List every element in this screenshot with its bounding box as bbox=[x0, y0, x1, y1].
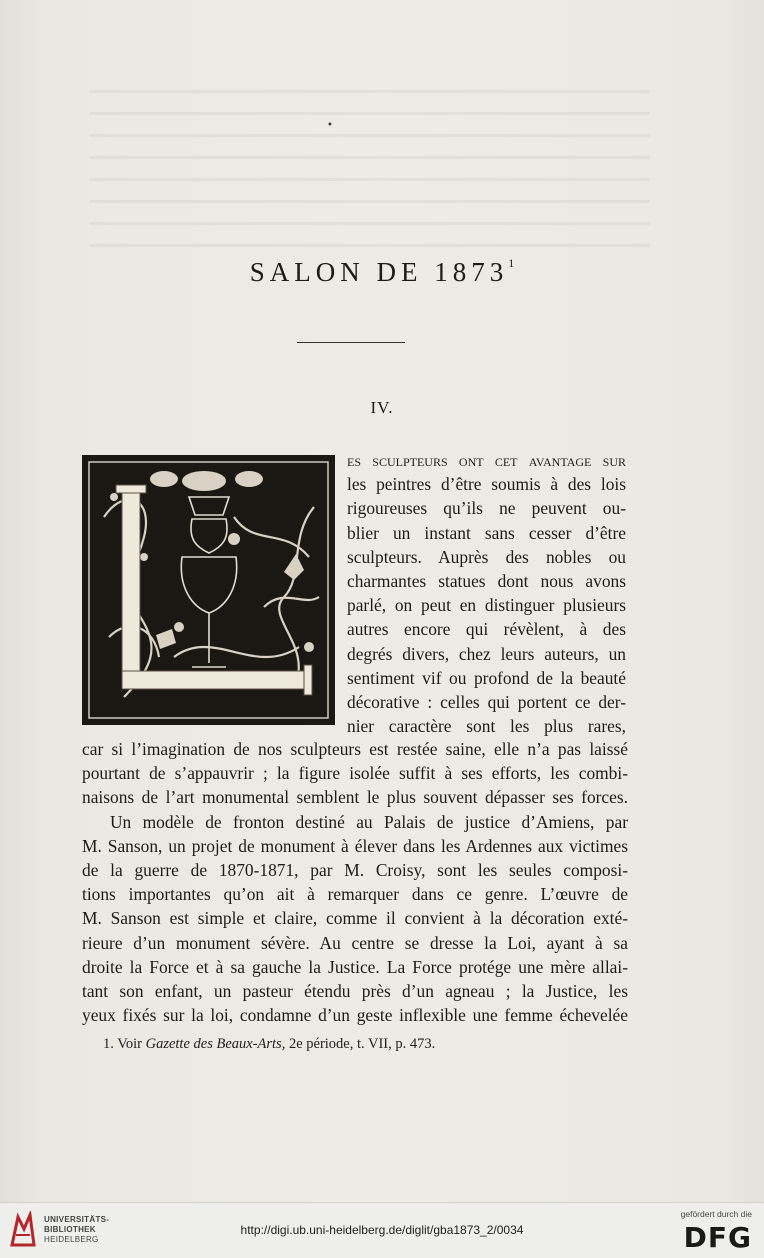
text-line: droite la Force et à sa gauche la Justice. La Force protége une mère allai- bbox=[82, 956, 628, 977]
title-footnote-mark: 1 bbox=[508, 256, 515, 270]
university-line: UNIVERSITÄTS- bbox=[44, 1215, 110, 1224]
text-line: les peintres d’être soumis à des lois bbox=[347, 474, 626, 495]
ornament-drawing bbox=[84, 457, 333, 723]
text-line: Un modèle de fronton destiné au Palais de justice d’Amiens, par bbox=[110, 811, 628, 832]
title-rule bbox=[297, 342, 405, 343]
dfg-logo-icon[interactable]: DFG bbox=[683, 1221, 752, 1254]
text-line: naisons de l’art monumental semblent le plus souvent dépasser ses forces. bbox=[82, 787, 628, 808]
paragraph-beside-initial bbox=[347, 448, 626, 738]
text-line: autres encore qui révèlent, à des bbox=[347, 619, 626, 640]
viewer-footer bbox=[0, 1202, 764, 1258]
footnote-prefix: Voir bbox=[117, 1036, 142, 1052]
footnote-number: 1. bbox=[103, 1036, 114, 1052]
text-line: nier caractère sont les plus rares, bbox=[347, 716, 626, 737]
text-line: M. Sanson est simple et claire, comme il convient à la décoration exté- bbox=[82, 908, 628, 929]
line-text: es sculpteurs ont cet avantage sur bbox=[347, 450, 626, 470]
footnote-detail: 2e période, t. VII, p. 473. bbox=[288, 1036, 436, 1052]
footnote bbox=[103, 1036, 435, 1053]
ornamental-initial-icon bbox=[82, 455, 335, 725]
section-number: IV. bbox=[370, 398, 394, 417]
text-line: blier un instant sans cesser d’être bbox=[347, 522, 626, 543]
text-line: charmantes statues dont nous avons bbox=[347, 570, 626, 591]
text-line: rieure d’un monument sévère. Au centre se dresse la Loi, ayant à sa bbox=[82, 932, 628, 953]
text-line: tions importantes qu’on ait à remarquer dans ce genre. L’œuvre de bbox=[82, 884, 628, 905]
title-text: SALON DE 1873 bbox=[249, 257, 509, 287]
text-line bbox=[347, 448, 626, 472]
text-line: yeux fixés sur la loi, condamne d’un geste inflexible une femme échevelée bbox=[82, 1005, 628, 1026]
university-line: HEIDELBERG bbox=[44, 1235, 99, 1244]
text-line: parlé, on peut en distinguer plusieurs bbox=[347, 595, 626, 616]
text-line: de la guerre de 1870-1871, par M. Croisy, sont les seules composi- bbox=[82, 859, 628, 880]
permalink-url[interactable]: http://digi.ub.uni-heidelberg.de/diglit/gba1873_2/0034 bbox=[240, 1223, 524, 1237]
main-text bbox=[82, 737, 628, 1027]
text-line: car si l’imagination de nos sculpteurs est restée saine, elle n’a pas laissé bbox=[82, 739, 628, 759]
text-line: sentiment vif ou profond de la beauté bbox=[347, 667, 626, 688]
text-line: pourtant de s’appauvrir ; la figure isolée suffit à ses efforts, les combi- bbox=[82, 763, 628, 784]
bleed-through-text bbox=[90, 90, 650, 260]
text-line: degrés divers, chez leurs auteurs, un bbox=[347, 643, 626, 664]
university-line: BIBLIOTHEK bbox=[44, 1225, 96, 1234]
text-line: décorative : celles qui portent ce der- bbox=[347, 691, 626, 712]
funder-caption: gefördert durch die bbox=[680, 1209, 752, 1219]
text-line: rigoureuses qu’ils ne peuvent ou- bbox=[347, 498, 626, 519]
text-line: sculpteurs. Auprès des nobles ou bbox=[347, 546, 626, 567]
page-title bbox=[0, 256, 764, 288]
text-line: M. Sanson, un projet de monument à élever dans les Ardennes aux victimes bbox=[82, 835, 628, 856]
page-mark: • bbox=[327, 120, 333, 131]
text-line: tant son enfant, un pasteur étendu près d’un agneau ; la Justice, les bbox=[82, 980, 628, 1001]
footnote-journal: Gazette des Beaux-Arts, bbox=[145, 1036, 286, 1052]
